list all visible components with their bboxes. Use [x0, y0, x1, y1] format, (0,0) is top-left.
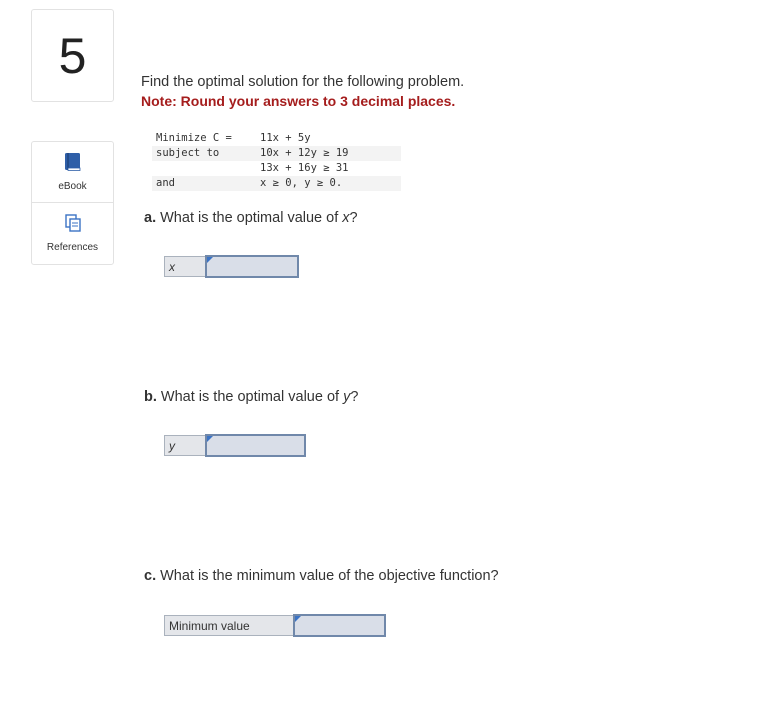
question-b: [144, 389, 358, 405]
input-flag-icon: [207, 436, 213, 442]
and-label: and: [156, 177, 175, 189]
lp-problem: [152, 131, 401, 191]
objective-label: Minimize C =: [156, 132, 232, 144]
question-b-letter: b.: [144, 389, 157, 405]
question-b-end: ?: [350, 389, 359, 405]
references-button[interactable]: [32, 202, 113, 263]
ebook-button[interactable]: [32, 142, 113, 202]
constraint-1: 10x + 12y ≥ 19: [260, 147, 349, 159]
constraint-2: 13x + 16y ≥ 31: [260, 162, 349, 174]
input-flag-icon: [295, 616, 301, 622]
ebook-label: eBook: [58, 181, 87, 192]
question-c-letter: c.: [144, 568, 157, 584]
question-c-text: What is the minimum value of the objective function?: [160, 568, 499, 584]
references-label: References: [46, 242, 99, 253]
question-b-text: What is the optimal value of: [160, 389, 344, 405]
input-flag-icon: [207, 257, 213, 263]
rounding-note: Note: Round your answers to 3 decimal places.: [141, 93, 456, 109]
question-c: [144, 568, 499, 584]
minimum-value-label: Minimum value: [164, 615, 294, 636]
nonnegativity-constraint: x ≥ 0, y ≥ 0.: [260, 177, 343, 189]
question-b-var: y: [343, 389, 351, 405]
subject-to-label: subject to: [156, 147, 220, 159]
book-icon: [64, 152, 82, 177]
question-a-letter: a.: [144, 210, 157, 226]
sidebar-tools: [31, 141, 114, 265]
question-a-text: What is the optimal value of: [160, 210, 343, 226]
question-number: 5: [31, 9, 114, 102]
y-answer-input[interactable]: [205, 434, 306, 457]
question-a-var: x: [342, 210, 350, 226]
question-prompt: Find the optimal solution for the following problem.: [141, 74, 465, 90]
y-input-label: y: [164, 435, 206, 456]
objective-function: 11x + 5y: [260, 132, 311, 144]
question-a: [144, 210, 358, 226]
question-a-end: ?: [349, 210, 358, 226]
documents-icon: [64, 213, 82, 238]
minimum-value-input[interactable]: [293, 614, 386, 637]
x-answer-input[interactable]: [205, 255, 299, 278]
x-input-label: x: [164, 256, 206, 277]
